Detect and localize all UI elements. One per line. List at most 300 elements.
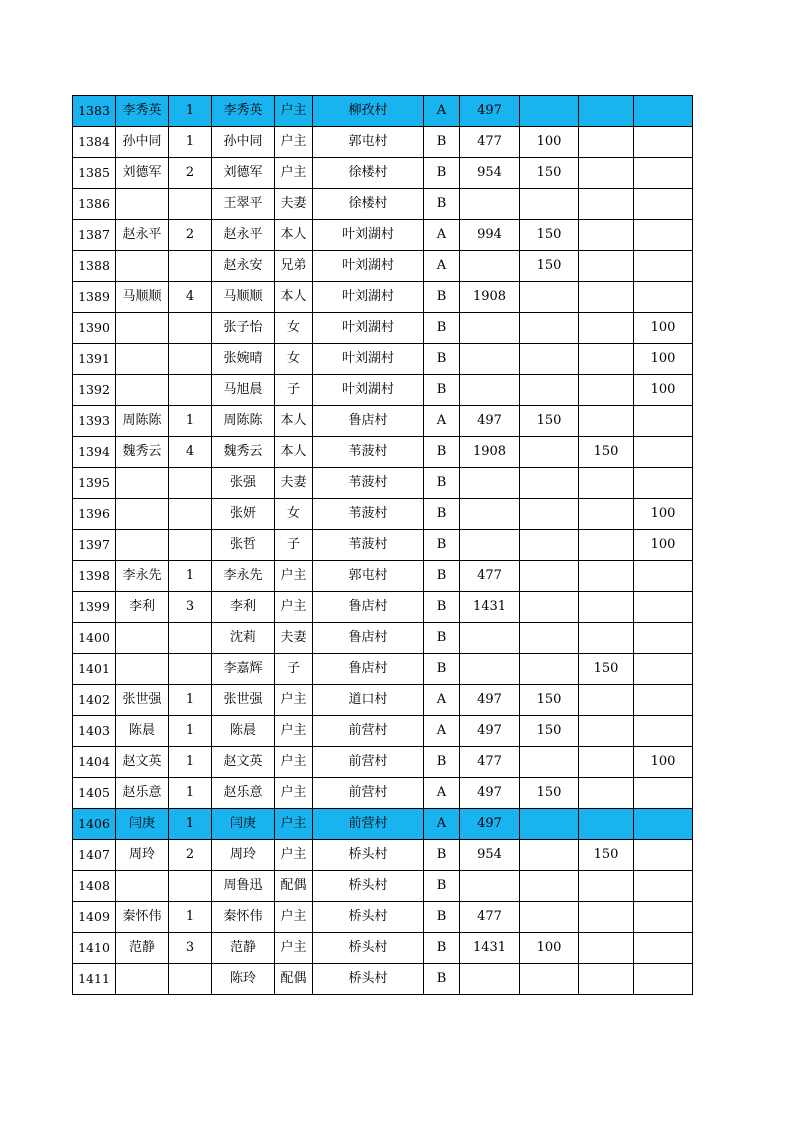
amount-1-cell	[460, 654, 520, 685]
member-name-cell: 陈晨	[212, 716, 275, 747]
amount-2-cell	[520, 375, 579, 406]
household-head-cell: 赵永平	[116, 220, 169, 251]
amount-2-cell	[520, 964, 579, 995]
amount-2-cell: 150	[520, 406, 579, 437]
relationship-cell: 户主	[275, 158, 313, 189]
village-cell: 鲁店村	[313, 592, 424, 623]
village-cell: 叶刘湖村	[313, 220, 424, 251]
member-count-cell: 1	[169, 561, 212, 592]
member-name-cell: 赵文英	[212, 747, 275, 778]
amount-2-cell	[520, 654, 579, 685]
household-head-cell	[116, 251, 169, 282]
village-cell: 桥头村	[313, 933, 424, 964]
member-count-cell	[169, 251, 212, 282]
amount-1-cell	[460, 313, 520, 344]
household-head-cell: 赵文英	[116, 747, 169, 778]
serial-number-cell: 1403	[73, 716, 116, 747]
village-cell: 郭屯村	[313, 561, 424, 592]
amount-2-cell: 150	[520, 220, 579, 251]
amount-3-cell	[579, 220, 634, 251]
member-count-cell: 1	[169, 96, 212, 127]
grade-cell: B	[424, 468, 460, 499]
table-row	[73, 871, 693, 902]
table-row	[73, 189, 693, 220]
grade-cell: B	[424, 530, 460, 561]
amount-1-cell	[460, 189, 520, 220]
grade-cell: B	[424, 654, 460, 685]
household-head-cell	[116, 499, 169, 530]
member-name-cell: 闫庚	[212, 809, 275, 840]
member-name-cell: 张哲	[212, 530, 275, 561]
amount-1-cell: 994	[460, 220, 520, 251]
amount-3-cell	[579, 933, 634, 964]
member-name-cell: 魏秀云	[212, 437, 275, 468]
relationship-cell: 女	[275, 499, 313, 530]
amount-4-cell	[634, 220, 693, 251]
member-name-cell: 李永先	[212, 561, 275, 592]
serial-number-cell: 1405	[73, 778, 116, 809]
grade-cell: A	[424, 96, 460, 127]
serial-number-cell: 1394	[73, 437, 116, 468]
table-row	[73, 902, 693, 933]
grade-cell: B	[424, 840, 460, 871]
relationship-cell: 本人	[275, 406, 313, 437]
serial-number-cell: 1410	[73, 933, 116, 964]
amount-3-cell	[579, 96, 634, 127]
household-head-cell	[116, 189, 169, 220]
amount-2-cell	[520, 902, 579, 933]
serial-number-cell: 1384	[73, 127, 116, 158]
amount-4-cell	[634, 933, 693, 964]
household-head-cell: 马顺顺	[116, 282, 169, 313]
amount-4-cell: 100	[634, 344, 693, 375]
amount-2-cell: 150	[520, 251, 579, 282]
member-name-cell: 张世强	[212, 685, 275, 716]
grade-cell: B	[424, 747, 460, 778]
relationship-cell: 配偶	[275, 964, 313, 995]
table-row	[73, 716, 693, 747]
grade-cell: B	[424, 623, 460, 654]
amount-3-cell	[579, 127, 634, 158]
member-count-cell	[169, 344, 212, 375]
serial-number-cell: 1402	[73, 685, 116, 716]
member-count-cell: 1	[169, 127, 212, 158]
serial-number-cell: 1395	[73, 468, 116, 499]
member-name-cell: 周陈陈	[212, 406, 275, 437]
member-name-cell: 秦怀伟	[212, 902, 275, 933]
household-head-cell: 李利	[116, 592, 169, 623]
amount-3-cell	[579, 158, 634, 189]
member-count-cell: 2	[169, 840, 212, 871]
amount-2-cell: 150	[520, 158, 579, 189]
serial-number-cell: 1388	[73, 251, 116, 282]
amount-2-cell	[520, 592, 579, 623]
relationship-cell: 户主	[275, 716, 313, 747]
village-cell: 郭屯村	[313, 127, 424, 158]
relationship-cell: 户主	[275, 840, 313, 871]
household-head-cell	[116, 530, 169, 561]
grade-cell: B	[424, 561, 460, 592]
amount-2-cell	[520, 344, 579, 375]
table-row	[73, 561, 693, 592]
amount-4-cell	[634, 840, 693, 871]
member-count-cell	[169, 189, 212, 220]
amount-1-cell: 1431	[460, 933, 520, 964]
household-head-cell	[116, 623, 169, 654]
household-head-cell: 张世强	[116, 685, 169, 716]
amount-3-cell	[579, 189, 634, 220]
village-cell: 柳孜村	[313, 96, 424, 127]
amount-4-cell	[634, 716, 693, 747]
grade-cell: A	[424, 809, 460, 840]
village-cell: 鲁店村	[313, 623, 424, 654]
serial-number-cell: 1406	[73, 809, 116, 840]
household-head-cell	[116, 654, 169, 685]
relationship-cell: 户主	[275, 561, 313, 592]
amount-1-cell: 497	[460, 406, 520, 437]
table-row	[73, 778, 693, 809]
table-row	[73, 654, 693, 685]
village-cell: 徐楼村	[313, 158, 424, 189]
amount-2-cell	[520, 499, 579, 530]
table-row	[73, 809, 693, 840]
member-count-cell	[169, 499, 212, 530]
amount-3-cell	[579, 685, 634, 716]
table-row	[73, 499, 693, 530]
household-head-cell	[116, 468, 169, 499]
household-head-cell: 陈晨	[116, 716, 169, 747]
member-count-cell: 1	[169, 406, 212, 437]
serial-number-cell: 1400	[73, 623, 116, 654]
grade-cell: A	[424, 716, 460, 747]
amount-1-cell	[460, 468, 520, 499]
member-count-cell	[169, 468, 212, 499]
grade-cell: B	[424, 902, 460, 933]
amount-4-cell	[634, 778, 693, 809]
amount-2-cell	[520, 623, 579, 654]
member-name-cell: 张子怡	[212, 313, 275, 344]
amount-4-cell: 100	[634, 313, 693, 344]
household-head-cell: 赵乐意	[116, 778, 169, 809]
village-cell: 叶刘湖村	[313, 282, 424, 313]
serial-number-cell: 1411	[73, 964, 116, 995]
table-row	[73, 96, 693, 127]
amount-1-cell	[460, 344, 520, 375]
amount-1-cell: 497	[460, 809, 520, 840]
household-head-cell: 范静	[116, 933, 169, 964]
amount-4-cell	[634, 871, 693, 902]
household-head-cell: 李永先	[116, 561, 169, 592]
relationship-cell: 夫妻	[275, 468, 313, 499]
amount-2-cell	[520, 468, 579, 499]
amount-3-cell	[579, 716, 634, 747]
village-cell: 道口村	[313, 685, 424, 716]
member-count-cell: 1	[169, 809, 212, 840]
amount-1-cell: 1908	[460, 437, 520, 468]
serial-number-cell: 1389	[73, 282, 116, 313]
amount-4-cell	[634, 158, 693, 189]
household-head-cell: 周玲	[116, 840, 169, 871]
amount-2-cell	[520, 437, 579, 468]
serial-number-cell: 1408	[73, 871, 116, 902]
relationship-cell: 户主	[275, 778, 313, 809]
grade-cell: B	[424, 499, 460, 530]
village-cell: 桥头村	[313, 840, 424, 871]
grade-cell: A	[424, 685, 460, 716]
amount-4-cell	[634, 468, 693, 499]
member-count-cell	[169, 654, 212, 685]
amount-4-cell	[634, 406, 693, 437]
serial-number-cell: 1409	[73, 902, 116, 933]
relationship-cell: 女	[275, 313, 313, 344]
village-cell: 桥头村	[313, 902, 424, 933]
amount-3-cell	[579, 375, 634, 406]
member-name-cell: 张婉晴	[212, 344, 275, 375]
table-row	[73, 127, 693, 158]
table-row	[73, 592, 693, 623]
serial-number-cell: 1398	[73, 561, 116, 592]
amount-2-cell	[520, 809, 579, 840]
member-count-cell: 3	[169, 592, 212, 623]
amount-2-cell: 150	[520, 716, 579, 747]
amount-4-cell	[634, 437, 693, 468]
household-head-cell	[116, 375, 169, 406]
member-count-cell	[169, 964, 212, 995]
member-name-cell: 赵永平	[212, 220, 275, 251]
table-row	[73, 685, 693, 716]
grade-cell: B	[424, 127, 460, 158]
table-row	[73, 375, 693, 406]
amount-4-cell	[634, 685, 693, 716]
village-cell: 鲁店村	[313, 654, 424, 685]
member-count-cell: 3	[169, 933, 212, 964]
grade-cell: B	[424, 158, 460, 189]
member-name-cell: 李秀英	[212, 96, 275, 127]
amount-4-cell	[634, 561, 693, 592]
amount-4-cell: 100	[634, 499, 693, 530]
village-cell: 前营村	[313, 747, 424, 778]
serial-number-cell: 1385	[73, 158, 116, 189]
amount-3-cell	[579, 964, 634, 995]
grade-cell: B	[424, 189, 460, 220]
table-row	[73, 933, 693, 964]
table-row	[73, 220, 693, 251]
village-cell: 苇菠村	[313, 468, 424, 499]
member-count-cell: 1	[169, 685, 212, 716]
table-row	[73, 282, 693, 313]
amount-3-cell	[579, 592, 634, 623]
amount-4-cell	[634, 654, 693, 685]
amount-1-cell: 497	[460, 716, 520, 747]
amount-2-cell: 150	[520, 778, 579, 809]
amount-2-cell	[520, 747, 579, 778]
serial-number-cell: 1396	[73, 499, 116, 530]
table-row	[73, 964, 693, 995]
amount-1-cell: 477	[460, 127, 520, 158]
table-row	[73, 468, 693, 499]
member-name-cell: 范静	[212, 933, 275, 964]
village-cell: 苇菠村	[313, 499, 424, 530]
village-cell: 叶刘湖村	[313, 344, 424, 375]
amount-3-cell	[579, 561, 634, 592]
member-count-cell: 4	[169, 282, 212, 313]
serial-number-cell: 1393	[73, 406, 116, 437]
amount-2-cell	[520, 313, 579, 344]
amount-2-cell	[520, 530, 579, 561]
table-row	[73, 437, 693, 468]
amount-1-cell: 477	[460, 747, 520, 778]
amount-4-cell: 100	[634, 375, 693, 406]
member-name-cell: 沈莉	[212, 623, 275, 654]
serial-number-cell: 1391	[73, 344, 116, 375]
member-count-cell	[169, 313, 212, 344]
village-cell: 叶刘湖村	[313, 375, 424, 406]
table-row	[73, 158, 693, 189]
member-name-cell: 马顺顺	[212, 282, 275, 313]
member-name-cell: 周玲	[212, 840, 275, 871]
table-row	[73, 623, 693, 654]
household-head-cell: 魏秀云	[116, 437, 169, 468]
relationship-cell: 户主	[275, 592, 313, 623]
amount-3-cell	[579, 778, 634, 809]
amount-1-cell: 954	[460, 840, 520, 871]
amount-2-cell	[520, 189, 579, 220]
grade-cell: B	[424, 871, 460, 902]
relationship-cell: 夫妻	[275, 189, 313, 220]
member-name-cell: 王翠平	[212, 189, 275, 220]
grade-cell: B	[424, 592, 460, 623]
amount-1-cell: 477	[460, 902, 520, 933]
amount-3-cell	[579, 902, 634, 933]
member-name-cell: 李嘉辉	[212, 654, 275, 685]
member-count-cell: 1	[169, 716, 212, 747]
relationship-cell: 女	[275, 344, 313, 375]
relationship-cell: 子	[275, 654, 313, 685]
grade-cell: A	[424, 778, 460, 809]
amount-3-cell	[579, 747, 634, 778]
village-cell: 前营村	[313, 809, 424, 840]
table-row	[73, 313, 693, 344]
relationship-cell: 子	[275, 530, 313, 561]
amount-3-cell	[579, 530, 634, 561]
table-row	[73, 530, 693, 561]
serial-number-cell: 1387	[73, 220, 116, 251]
amount-1-cell: 497	[460, 778, 520, 809]
serial-number-cell: 1392	[73, 375, 116, 406]
member-count-cell	[169, 530, 212, 561]
amount-3-cell	[579, 871, 634, 902]
village-cell: 前营村	[313, 778, 424, 809]
grade-cell: B	[424, 344, 460, 375]
amount-1-cell: 954	[460, 158, 520, 189]
relationship-cell: 兄弟	[275, 251, 313, 282]
grade-cell: B	[424, 375, 460, 406]
member-name-cell: 赵永安	[212, 251, 275, 282]
grade-cell: A	[424, 406, 460, 437]
relationship-cell: 户主	[275, 96, 313, 127]
amount-4-cell	[634, 592, 693, 623]
amount-2-cell	[520, 96, 579, 127]
grade-cell: B	[424, 313, 460, 344]
amount-3-cell	[579, 251, 634, 282]
amount-4-cell	[634, 96, 693, 127]
amount-3-cell	[579, 406, 634, 437]
serial-number-cell: 1383	[73, 96, 116, 127]
member-name-cell: 陈玲	[212, 964, 275, 995]
relationship-cell: 夫妻	[275, 623, 313, 654]
household-head-cell: 李秀英	[116, 96, 169, 127]
amount-1-cell	[460, 375, 520, 406]
amount-1-cell: 477	[460, 561, 520, 592]
household-head-cell	[116, 344, 169, 375]
village-cell: 桥头村	[313, 871, 424, 902]
amount-1-cell	[460, 964, 520, 995]
amount-3-cell	[579, 809, 634, 840]
grade-cell: B	[424, 437, 460, 468]
table-row	[73, 344, 693, 375]
amount-2-cell	[520, 561, 579, 592]
member-name-cell: 张妍	[212, 499, 275, 530]
amount-3-cell	[579, 468, 634, 499]
member-name-cell: 刘德军	[212, 158, 275, 189]
relationship-cell: 户主	[275, 747, 313, 778]
village-cell: 叶刘湖村	[313, 313, 424, 344]
relationship-cell: 户主	[275, 809, 313, 840]
household-head-cell: 闫庚	[116, 809, 169, 840]
serial-number-cell: 1399	[73, 592, 116, 623]
member-count-cell: 1	[169, 778, 212, 809]
amount-1-cell	[460, 499, 520, 530]
serial-number-cell: 1404	[73, 747, 116, 778]
member-count-cell: 2	[169, 220, 212, 251]
household-head-cell	[116, 871, 169, 902]
relationship-cell: 配偶	[275, 871, 313, 902]
household-head-cell	[116, 313, 169, 344]
village-cell: 苇菠村	[313, 437, 424, 468]
serial-number-cell: 1386	[73, 189, 116, 220]
serial-number-cell: 1407	[73, 840, 116, 871]
member-count-cell	[169, 871, 212, 902]
relationship-cell: 户主	[275, 685, 313, 716]
amount-3-cell	[579, 313, 634, 344]
village-cell: 苇菠村	[313, 530, 424, 561]
amount-2-cell: 100	[520, 127, 579, 158]
amount-1-cell	[460, 530, 520, 561]
amount-2-cell	[520, 871, 579, 902]
amount-3-cell	[579, 282, 634, 313]
table-row	[73, 251, 693, 282]
relationship-cell: 本人	[275, 437, 313, 468]
member-count-cell: 1	[169, 747, 212, 778]
amount-1-cell: 1431	[460, 592, 520, 623]
member-name-cell: 赵乐意	[212, 778, 275, 809]
amount-4-cell: 100	[634, 747, 693, 778]
amount-4-cell	[634, 623, 693, 654]
amount-2-cell	[520, 840, 579, 871]
member-count-cell	[169, 623, 212, 654]
amount-4-cell	[634, 127, 693, 158]
member-name-cell: 周鲁迅	[212, 871, 275, 902]
amount-3-cell	[579, 623, 634, 654]
household-head-cell: 孙中同	[116, 127, 169, 158]
amount-4-cell	[634, 902, 693, 933]
amount-3-cell	[579, 499, 634, 530]
table-row	[73, 747, 693, 778]
village-cell: 鲁店村	[313, 406, 424, 437]
relationship-cell: 户主	[275, 127, 313, 158]
village-cell: 桥头村	[313, 964, 424, 995]
amount-1-cell	[460, 871, 520, 902]
